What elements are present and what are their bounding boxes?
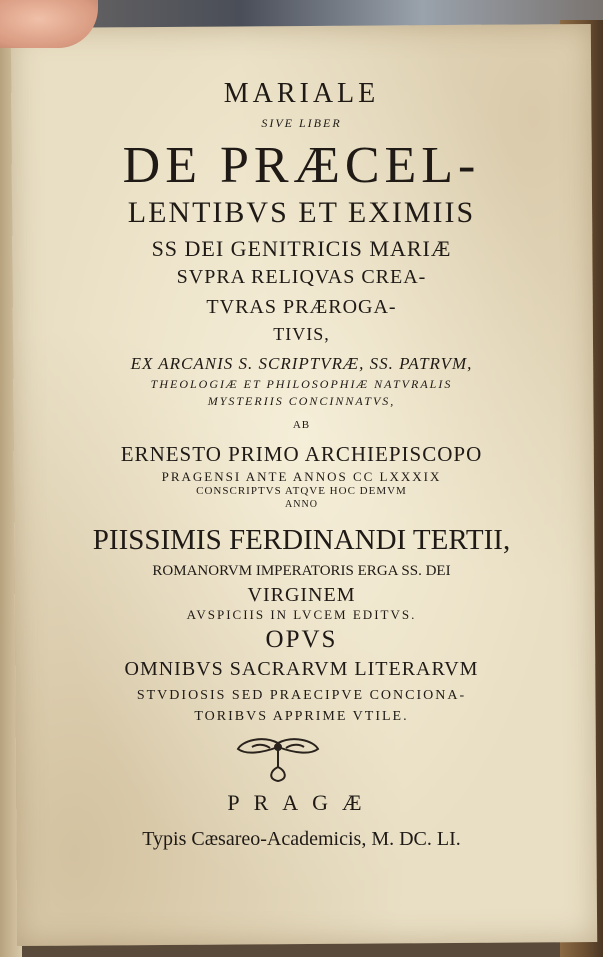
title-lentibus: LENTIBVS ET EXIMIIS <box>127 196 476 229</box>
line-auspiciis: AVSPICIIS IN LVCEM EDITVS. <box>186 607 417 622</box>
line-theologiae: THEOLOGIÆ ET PHILOSOPHIÆ NATVRALIS <box>150 377 453 391</box>
line-opus: OPVS <box>265 626 338 653</box>
imprint-printer-date: Typis Cæsareo-Academicis, M. DC. LI. <box>142 828 461 850</box>
line-toribus: TORIBVS APPRIME VTILE. <box>194 709 409 724</box>
line-genitricis: SS DEI GENITRICIS MARIÆ <box>151 236 452 261</box>
subtitle-sive-liber: SIVE LIBER <box>261 116 342 130</box>
printers-ornament-icon <box>232 735 324 785</box>
title-mariale: MARIALE <box>223 78 380 109</box>
line-turas: TVRAS PRÆROGA- <box>206 296 397 318</box>
line-anno: ANNO <box>285 499 318 510</box>
title-de-praecel: DE PRÆCEL- <box>122 137 481 194</box>
line-tivis: TIVIS, <box>273 324 330 344</box>
line-omnibus: OMNIBVS SACRARVM LITERARVM <box>124 658 479 680</box>
line-mysteriis: MYSTERIIS CONCINNATVS, <box>207 394 396 408</box>
line-ernesto: ERNESTO PRIMO ARCHIEPISCOPO <box>120 442 483 466</box>
line-conscriptus: CONSCRIPTVS ATQVE HOC DEMVM <box>196 485 407 497</box>
line-romanorum: ROMANORVM IMPERATORIS ERGA SS. DEI <box>152 563 451 579</box>
line-ab: AB <box>292 419 311 431</box>
line-virginem: VIRGINEM <box>247 584 356 606</box>
line-ferdinandi: PIISSIMIS FERDINANDI TERTII, <box>92 524 511 556</box>
line-ex-arcanis: EX ARCANIS S. SCRIPTVRÆ, SS. PATRVM, <box>130 354 473 373</box>
imprint-city: PRAGÆ <box>227 790 376 815</box>
line-pragensi: PRAGENSI ANTE ANNOS CC LXXXIX <box>161 469 442 484</box>
line-supra: SVPRA RELIQVAS CREA- <box>176 266 427 288</box>
line-studiosis: STVDIOSIS SED PRAECIPVE CONCIONA- <box>136 688 467 703</box>
